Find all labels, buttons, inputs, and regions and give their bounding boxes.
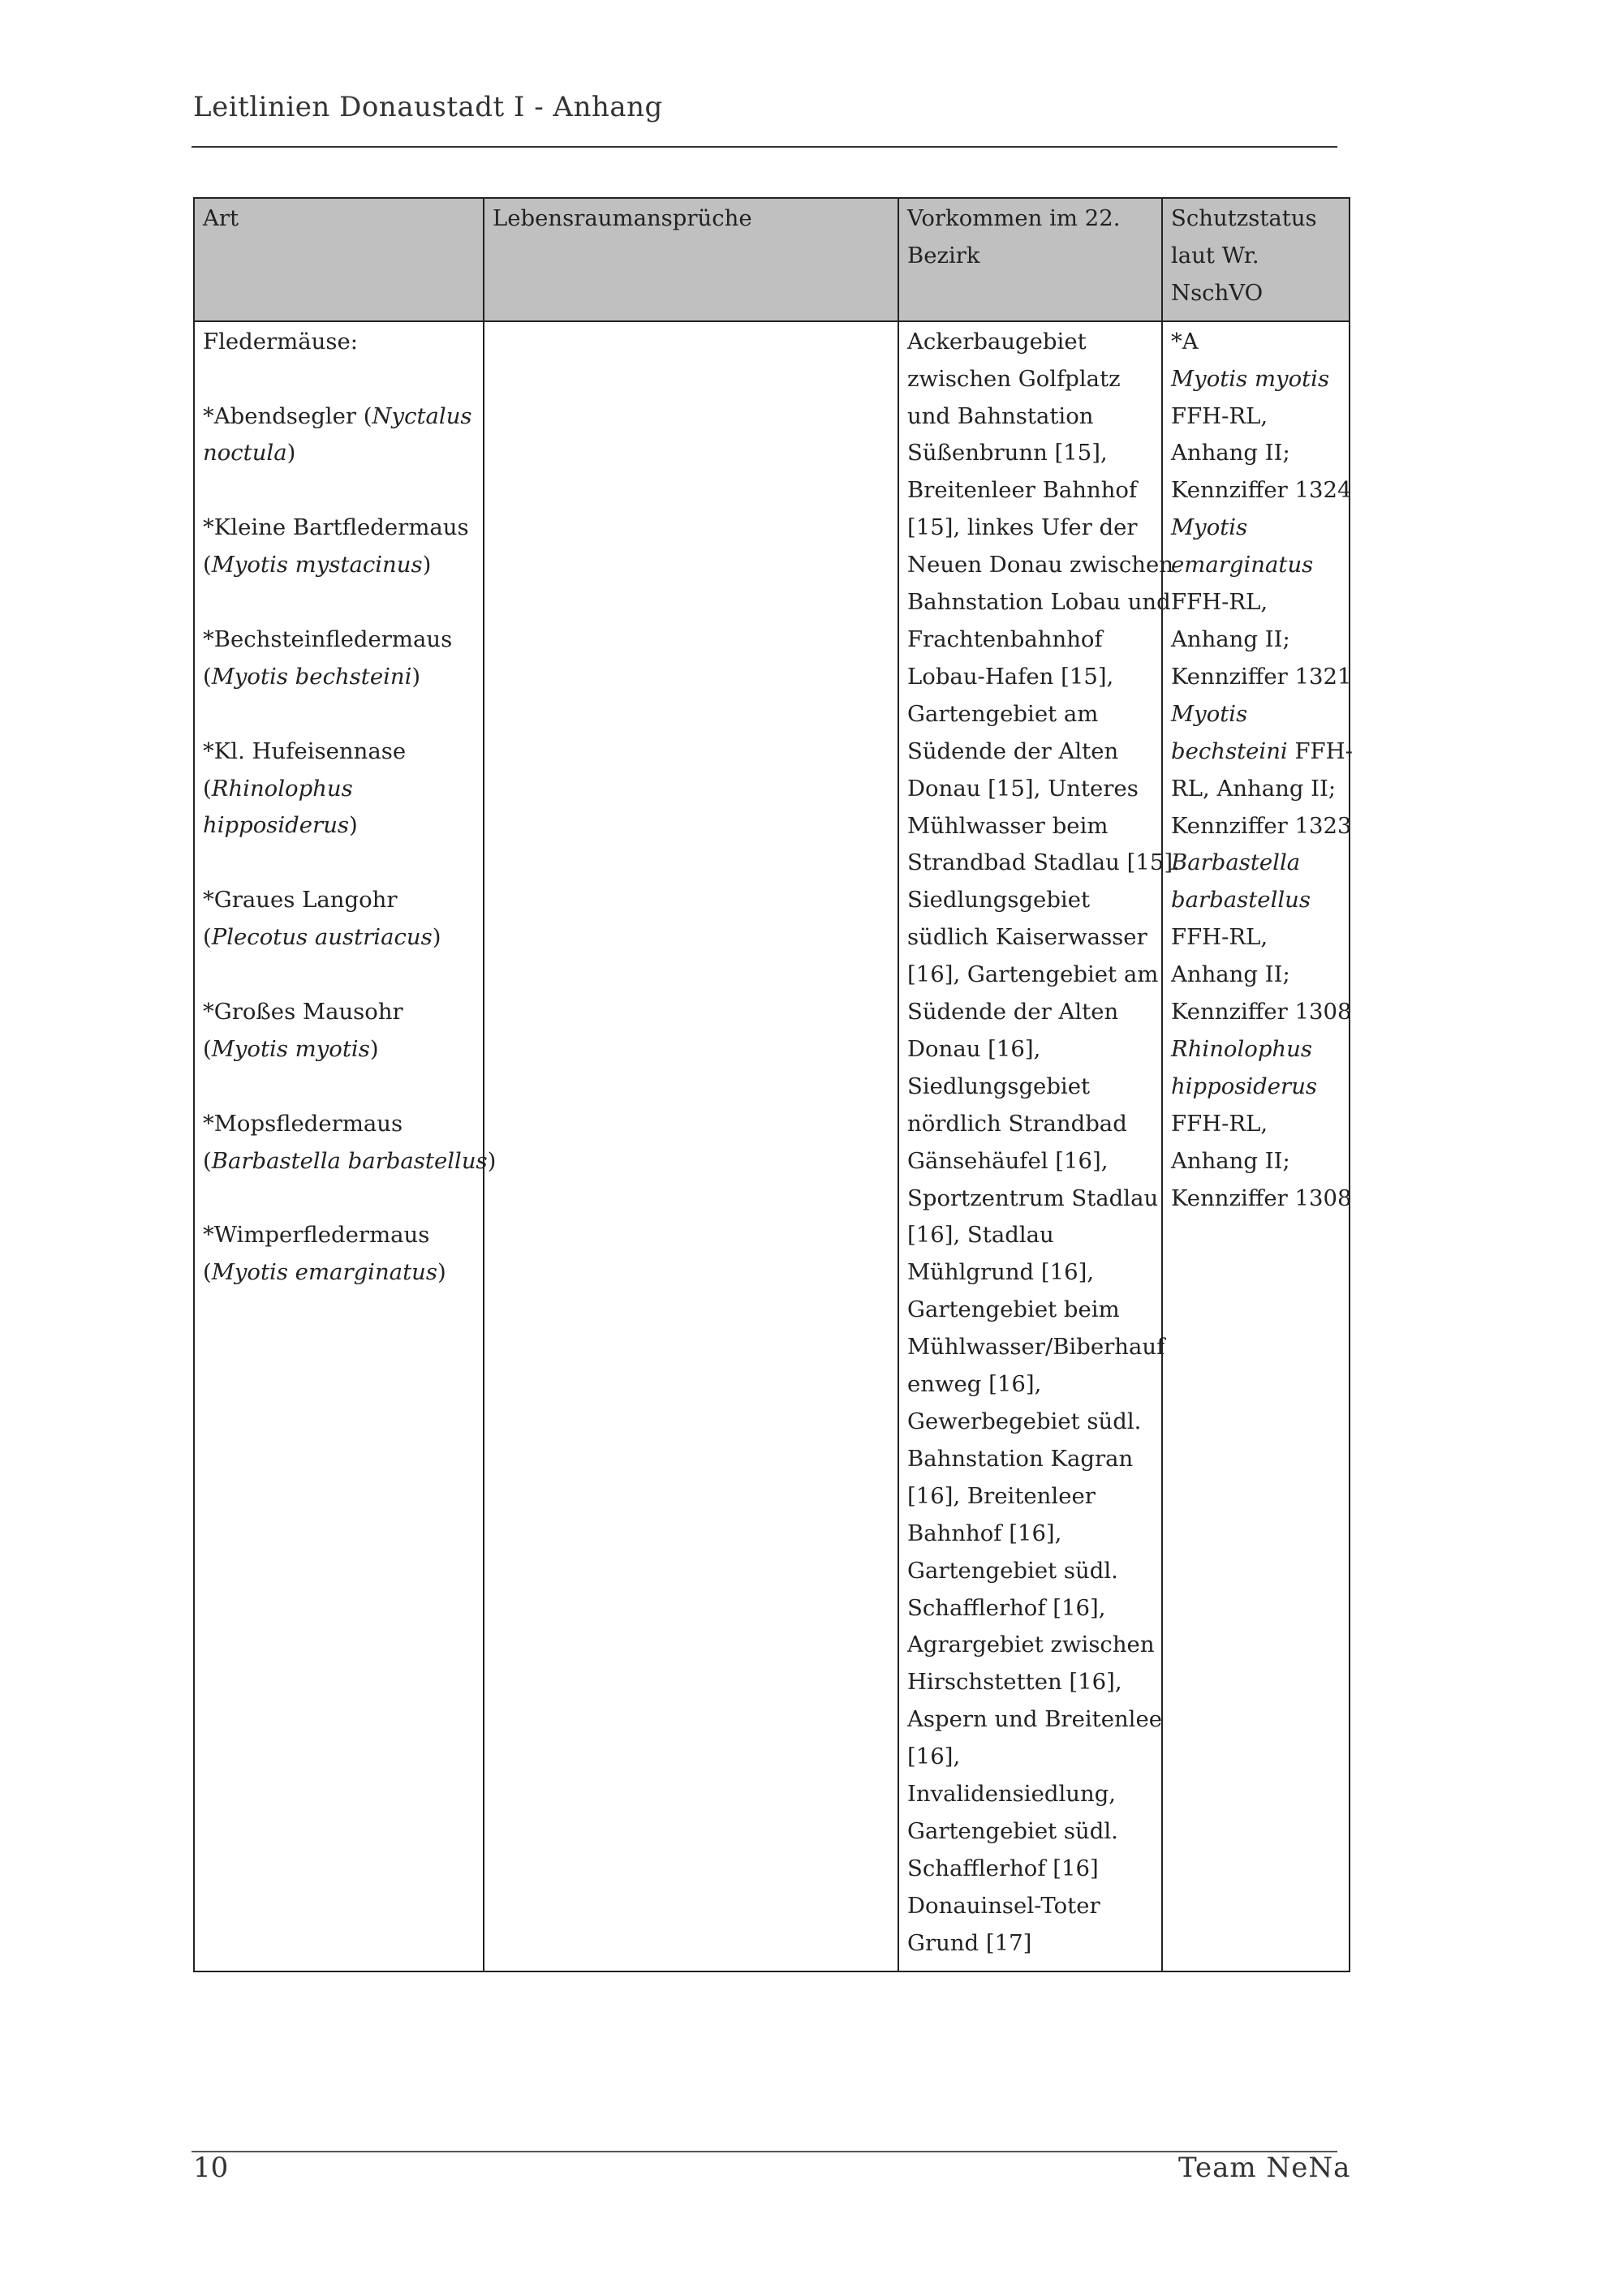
schutzstatus-line: Anhang II; xyxy=(1171,1147,1290,1174)
header-vorkommen: Vorkommen im 22. Bezirk xyxy=(898,198,1162,321)
schutzstatus-line: *A xyxy=(1171,328,1199,355)
species-entry: *Wimperfledermaus xyxy=(203,1222,430,1249)
vorkommen-line: zwischen Golfplatz xyxy=(907,365,1121,392)
vorkommen-line: Gartengebiet am xyxy=(907,700,1099,727)
schutzstatus-line: Kennziffer 1308 xyxy=(1171,1185,1352,1211)
species-entry: *Abendsegler (Nyctalus xyxy=(203,402,472,429)
vorkommen-line: Siedlungsgebiet xyxy=(907,1073,1091,1099)
vorkommen-line: nördlich Strandbad xyxy=(907,1110,1127,1137)
vorkommen-line: Gartengebiet südl. xyxy=(907,1557,1118,1584)
header-lebensraum: Lebensraumansprüche xyxy=(484,198,898,321)
species-latin-cont: hipposiderus) xyxy=(203,812,358,839)
vorkommen-line: [16], xyxy=(907,1743,961,1770)
vorkommen-line: Mühlwasser/Biberhauf xyxy=(907,1334,1165,1361)
vorkommen-line: Donau [16], xyxy=(907,1035,1041,1062)
species-entry-cont: noctula) xyxy=(203,440,296,467)
vorkommen-line: Bahnhof [16], xyxy=(907,1520,1062,1546)
table-header-row xyxy=(194,198,1350,321)
page-number: 10 xyxy=(193,2152,229,2184)
species-latin: (Myotis emarginatus) xyxy=(203,1259,446,1286)
vorkommen-line: Donau [15], Unteres xyxy=(907,775,1139,802)
species-latin: (Myotis myotis) xyxy=(203,1035,379,1062)
vorkommen-line: Hirschstetten [16], xyxy=(907,1669,1122,1696)
species-latin: (Myotis mystacinus) xyxy=(203,552,432,578)
vorkommen-line: Südende der Alten xyxy=(907,737,1119,764)
species-latin: (Myotis bechsteini) xyxy=(203,663,421,690)
vorkommen-line: Strandbad Stadlau [15]. xyxy=(907,849,1180,876)
header-schutzstatus: Schutzstatus laut Wr. NschVO xyxy=(1162,198,1350,321)
running-header-title: Leitlinien Donaustadt I - Anhang xyxy=(193,91,663,123)
schutzstatus-line: FFH-RL, xyxy=(1171,924,1268,951)
cell-vorkommen xyxy=(898,321,1180,1971)
vorkommen-line: Aspern und Breitenlee xyxy=(907,1706,1163,1733)
species-table xyxy=(193,197,1353,1972)
schutzstatus-line: Kennziffer 1324 xyxy=(1171,477,1352,504)
cell-lebensraum xyxy=(484,321,898,1971)
species-latin: (Rhinolophus xyxy=(203,775,353,802)
schutzstatus-line: Myotis myotis xyxy=(1171,365,1330,392)
schutzstatus-line: FFH-RL, xyxy=(1171,589,1268,616)
vorkommen-line: Bahnstation Kagran xyxy=(907,1445,1134,1472)
header-art: Art xyxy=(194,198,484,321)
species-latin: (Barbastella barbastellus) xyxy=(203,1147,497,1174)
species-latin: (Plecotus austriacus) xyxy=(203,924,441,951)
species-entry: *Bechsteinfledermaus xyxy=(203,626,453,652)
vorkommen-line: Mühlwasser beim xyxy=(907,812,1109,839)
vorkommen-line: Invalidensiedlung, xyxy=(907,1781,1117,1808)
table-row xyxy=(194,321,1350,1971)
vorkommen-line: Süßenbrunn [15], xyxy=(907,440,1108,467)
vorkommen-line: Gewerbegebiet südl. xyxy=(907,1408,1142,1434)
vorkommen-line: Südende der Alten xyxy=(907,999,1119,1025)
vorkommen-line: Sportzentrum Stadlau xyxy=(907,1185,1159,1211)
schutzstatus-line: Barbastella xyxy=(1171,849,1301,876)
schutzstatus-line: Anhang II; xyxy=(1171,961,1290,988)
cell-schutzstatus xyxy=(1162,321,1353,1971)
vorkommen-line: enweg [16], xyxy=(907,1371,1042,1398)
vorkommen-line: [15], linkes Ufer der xyxy=(907,514,1138,541)
schutzstatus-line: FFH-RL, xyxy=(1171,402,1268,429)
schutzstatus-line: hipposiderus xyxy=(1171,1073,1318,1099)
vorkommen-line: Ackerbaugebiet xyxy=(907,328,1087,355)
vorkommen-line: Agrargebiet zwischen xyxy=(907,1632,1155,1658)
vorkommen-line: Mühlgrund [16], xyxy=(907,1259,1095,1286)
schutzstatus-line: Kennziffer 1308 xyxy=(1171,999,1352,1025)
schutzstatus-line: Rhinolophus xyxy=(1171,1035,1312,1062)
vorkommen-line: südlich Kaiserwasser xyxy=(907,924,1147,951)
vorkommen-line: [16], Breitenleer xyxy=(907,1482,1096,1509)
schutzstatus-line: bechsteini FFH- xyxy=(1171,737,1353,764)
vorkommen-line: Schafflerhof [16] xyxy=(907,1855,1099,1881)
footer-divider xyxy=(192,2151,1337,2152)
species-entry: *Mopsfledermaus xyxy=(203,1110,403,1137)
vorkommen-line: [16], Stadlau xyxy=(907,1222,1054,1249)
species-entry: *Kl. Hufeisennase xyxy=(203,737,407,764)
vorkommen-line: Neuen Donau zwischen xyxy=(907,552,1173,578)
species-entry: *Großes Mausohr xyxy=(203,998,403,1025)
schutzstatus-line: Anhang II; xyxy=(1171,440,1290,467)
vorkommen-line: [16], Gartengebiet am xyxy=(907,961,1159,988)
species-entry: *Kleine Bartfledermaus xyxy=(203,514,469,541)
schutzstatus-line: Myotis xyxy=(1171,700,1248,727)
schutzstatus-line: Myotis xyxy=(1171,514,1248,541)
footer-team-name: Team NeNa xyxy=(1178,2152,1351,2184)
schutzstatus-line: RL, Anhang II; xyxy=(1171,775,1337,802)
vorkommen-line: Grund [17] xyxy=(907,1929,1032,1956)
group-label: Fledermäuse: xyxy=(203,328,359,355)
schutzstatus-line: Kennziffer 1323 xyxy=(1171,812,1352,839)
schutzstatus-line: barbastellus xyxy=(1171,887,1311,914)
schutzstatus-line: Kennziffer 1321 xyxy=(1171,663,1352,690)
vorkommen-line: Gänsehäufel [16], xyxy=(907,1147,1109,1174)
schutzstatus-line: FFH-RL, xyxy=(1171,1110,1268,1137)
vorkommen-line: Frachtenbahnhof xyxy=(907,626,1103,652)
vorkommen-line: Siedlungsgebiet xyxy=(907,887,1091,914)
schutzstatus-line: emarginatus xyxy=(1171,552,1314,578)
vorkommen-line: Bahnstation Lobau und xyxy=(907,589,1171,616)
species-entry: *Graues Langohr xyxy=(203,887,398,914)
vorkommen-line: Breitenleer Bahnhof xyxy=(907,477,1138,504)
vorkommen-line: Gartengebiet beim xyxy=(907,1296,1120,1323)
header-divider xyxy=(192,146,1337,148)
vorkommen-line: Gartengebiet südl. xyxy=(907,1817,1118,1844)
cell-art xyxy=(194,321,497,1971)
schutzstatus-line: Anhang II; xyxy=(1171,626,1290,652)
vorkommen-line: und Bahnstation xyxy=(907,402,1094,429)
vorkommen-line: Donauinsel-Toter xyxy=(907,1892,1100,1919)
vorkommen-line: Schafflerhof [16], xyxy=(907,1594,1106,1621)
vorkommen-line: Lobau-Hafen [15], xyxy=(907,663,1114,690)
